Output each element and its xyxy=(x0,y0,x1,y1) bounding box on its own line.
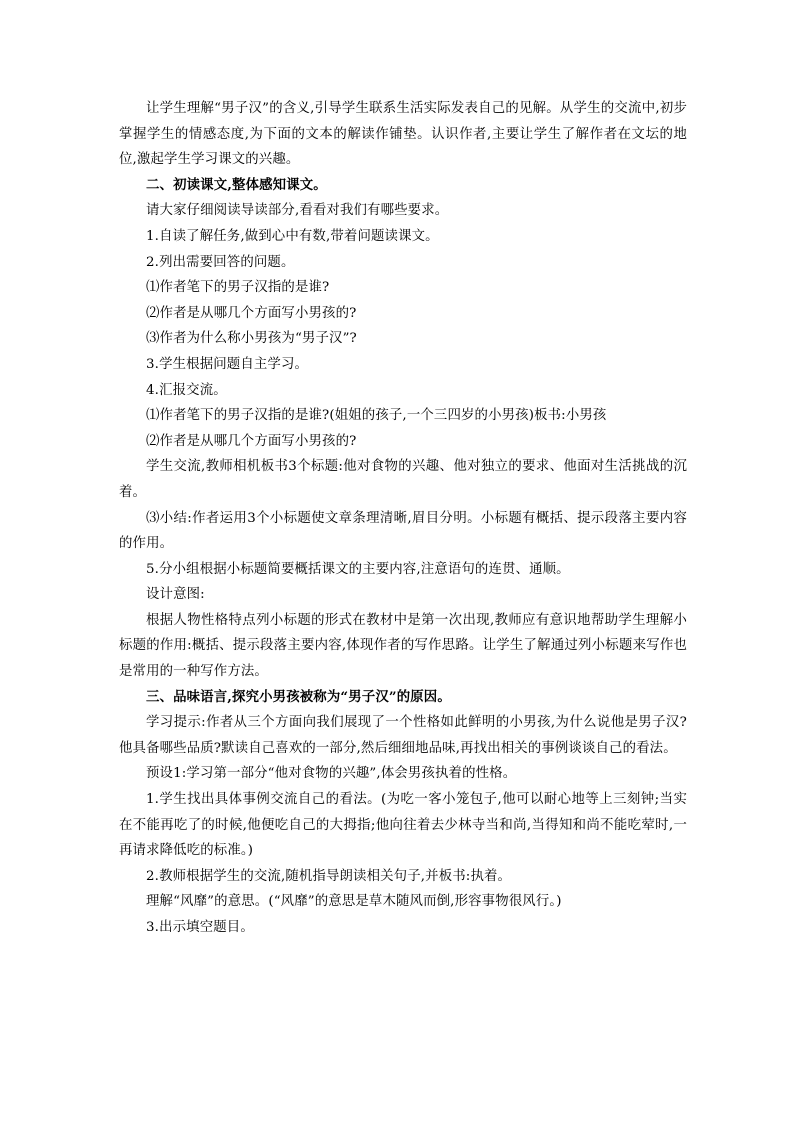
list-item: 3.出示填空题目。 xyxy=(146,920,254,935)
sub-list-item: ⑵作者是从哪几个方面写小男孩的? xyxy=(146,305,357,321)
sub-list-item: ⑴作者笔下的男子汉指的是谁?(姐姐的孩子,一个三四岁的小男孩)板书:小男孩 xyxy=(146,408,607,424)
section-heading: 三、品味语言,探究小男孩被称为“男子汉”的原因。 xyxy=(146,688,451,705)
section-heading: 二、初读课文,整体感知课文。 xyxy=(146,176,327,193)
sub-list-item: ⑶作者为什么称小男孩为“男子汉”? xyxy=(146,331,357,347)
list-item: 2.教师根据学生的交流,随机指导朗读相关句子,并板书:执着。 xyxy=(146,868,512,884)
list-item: 5.分小组根据小标题简要概括课文的主要内容,注意语句的连贯、通顺。 xyxy=(146,561,570,577)
list-item: 3.学生根据问题自主学习。 xyxy=(146,356,309,372)
sub-list-item: ⑴作者笔下的男子汉指的是谁? xyxy=(146,280,330,296)
list-item: 2.列出需要回答的问题。 xyxy=(146,254,295,270)
list-item: 1.自读了解任务,做到心中有数,带着问题读课文。 xyxy=(146,228,439,244)
paragraph: 预设1:学习第一部分“他对食物的兴趣”,体会男孩执着的性格。 xyxy=(146,766,517,782)
design-intent-label: 设计意图: xyxy=(146,587,205,603)
sub-list-item: ⑶小结:作者运用3个小标题使文章条理清晰,眉目分明。小标题有概括、提示段落主要内容的作用。 xyxy=(119,510,687,552)
paragraph: 理解“风靡”的意思。(“风靡”的意思是草木随风而倒,形容事物很风行。) xyxy=(146,894,562,910)
list-item: 1.学生找出具体事例交流自己的看法。(为吃一客小笼包子,他可以耐心地等上三刻钟;当实在不能再吃了的时候,他便吃自己的大拇指;他向往着去少林寺当和尚,当得知和尚不能吃荤时,一再请求降低吃的标准。) xyxy=(119,792,687,859)
list-item: 4.汇报交流。 xyxy=(146,382,227,398)
document-page xyxy=(119,96,687,941)
paragraph: 学习提示:作者从三个方面向我们展现了一个性格如此鲜明的小男孩,为什么说他是男子汉?他具备哪些品质?默读自己喜欢的一部分,然后细细地品味,再找出相关的事例谈谈自己的看法。 xyxy=(119,715,687,756)
sub-list-item: ⑵作者是从哪几个方面写小男孩的? xyxy=(146,433,357,449)
paragraph: 学生交流,教师相机板书3个标题:他对食物的兴趣、他对独立的要求、他面对生活挑战的沉着。 xyxy=(119,459,687,500)
paragraph: 请大家仔细阅读导读部分,看看对我们有哪些要求。 xyxy=(146,203,449,219)
paragraph: 根据人物性格特点列小标题的形式在教材中是第一次出现,教师应有意识地帮助学生理解小标题的作用:概括、提示段落主要内容,体现作者的写作思路。让学生了解通过列小标题来写作也是常用的一种写作方法。 xyxy=(119,612,687,680)
paragraph: 让学生理解“男子汉”的含义,引导学生联系生活实际发表自己的见解。从学生的交流中,初步掌握学生的情感态度,为下面的文本的解读作铺垫。认识作者,主要让学生了解作者在文坛的地位,激起学生学习课文的兴趣。 xyxy=(119,101,687,168)
